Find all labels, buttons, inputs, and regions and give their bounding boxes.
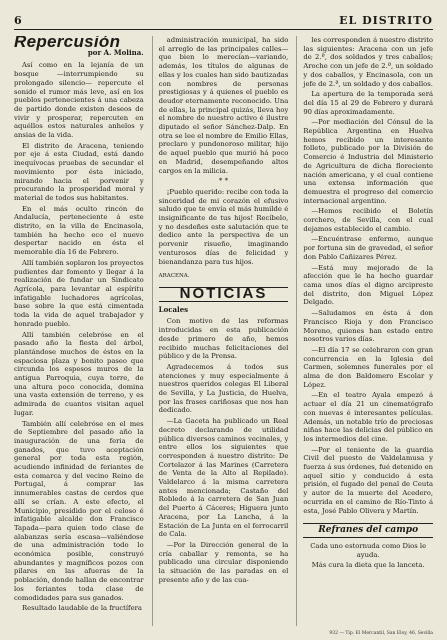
article-paragraph: También allí celebróse en el mes de Septiembre del pasado año la inauguración de una feria de ganados, que tuvo aceptación general por toda esta región, acudiendo infinidad de feriantes de esta comarca y del vecino Reino de Portugal, á comprar las innumerables castas de cerdos que allí se crían. A este efecto, el Municipio, presidido por el celoso é infatigable alcalde don Francisco Tapada—para quien todo clase de alabanzas sería escasa—valiéndose de una administración todo lo económica posible, construyó abundantes y magníficos pozos con pilares en las afueras de la población, donde hallan de encontrar los feriantes toda clase de comodidades para sus ganados. [14, 419, 144, 602]
printer-imprint: 932 — Tip. El Mercantil, San Eloy, 46, Sevilla [329, 631, 433, 636]
refran-item: Más cura la dieta que la lanceta. [311, 561, 425, 570]
notice-paragraph: —El día 17 se celebraron con gran concurrencia en la Iglesia del Carmen, solemnes funerales por el alma de don Baldomero Escolar y López. [303, 345, 434, 389]
column-2 [152, 36, 289, 626]
section-ornament: * * [218, 177, 229, 186]
notice-paragraph: —Encuéntrase enfermo, aunque por fortuna sin de gravedad, el señor don Pablo Cañizares Pérez. [303, 235, 434, 261]
article-paragraph: Así como en la lejanía de un bosque —interrumpiendo su prolongado silencio— repercute el sonido el rumor más leve, así en los pueblos pertenecientes á una cabeza de partido donde existen deseos de vivir y prosperar, repercuten en aquéllos estos naturales anhelos y ansias de la vida. [14, 61, 144, 140]
notice-paragraph: La apertura de la temporada será del día 15 al 29 de Febrero y durará 90 días aproximadamente. [303, 90, 434, 116]
notice-paragraph: les corresponden á nuestro distrito las siguientes: Aracena con un jefe de 2.ª, dos soldados y tres caballos; Aroche con un jefe de 2.ª, un soldado y dos caballos, y Encinasola, con un jefe de 2.ª, un soldado y dos caballos. [303, 36, 434, 88]
notice-paragraph: —La Gaceta ha publicado un Real decreto declarando de utilidad pública diversos caminos vecinales, y entre ellos los siguientes que corresponden á nuestro distrito: De Cortelazor á las Marines (Carretera de Venta de la Alto al Repilado). Valdelarco á la misma carretera antes mencionada; Castaño del Robledo á la carretera de San Juan del Puerto á Cáceres; Higuera junto Aracena, por La Lancha, á la Estación de La Junta en el ferrocarril de Cala. [158, 417, 289, 539]
refran-item: Cada uno estornuda como Dios le ayuda. [310, 541, 427, 559]
notices-heading: NOTICIAS [159, 287, 289, 302]
columns [14, 36, 433, 626]
notice-paragraph: —Por la Dirección general de la cría caballar y remonta, se ha publicado una circular disponiendo la situación de las paradas en el presente año y de las cua- [158, 540, 289, 584]
article-paragraph: administración municipal, ha sido el arreglo de las principales calles—que bien lo merecían—variando, además, los títulos de algunas de ellas y los cuales han sido bautizadas con nombres de personas prestigiosas y á quienes el pueblo es deudor eternamente reconocido. Una de ellas, la principal quizás, lleva hoy el nombre de nuestro activo é ilustre diputado el señor Sánchez-Dalp. En otra se lee el nombre de Emilio Ellas, preclaro y pundonoroso militar, hijo de aquel pueblo que murió há poco en Madrid, desempeñando altos cargos en la milicia. [158, 36, 289, 175]
locales-heading: Locales [158, 304, 189, 314]
notice-paragraph: —Hemos recibido el Boletín corchero, de Sevilla, con el cual dejamos establecido el cambio. [303, 207, 434, 233]
notice-paragraph: —Está muy mejorado de la afección que le ha hecho guardar cama unos días el digno arcipreste del distrito, don Miguel López Delgado. [303, 263, 434, 307]
notice-paragraph: —Por el teniente de la guardia Civil del puesto de Valdelamusa y fuerza á sus órdenes, fué detenido en aquel sitio y conducido á esta prisión, el fugado del penal de Ceuta y autor de la muerte del Acedero, ocurrida en el camino de Río-Tinto á esta, José Pablo Olivera y Martín. [303, 445, 434, 515]
page-header [14, 10, 433, 30]
article-paragraph: En el más oculto rincón de Andalucía, perteneciente á este distrito, en la villa de Encinasola, también ha hecho eco el nuevo despertar nacido en ésta el memorable día 16 de Febrero. [14, 204, 144, 257]
notice-paragraph: Agradecemos á todos sus atenciones y muy especialmente á nuestros queridos colegas El Liberal de Sevilla, y La Justicia, de Huelva, por las frases cariñosas que nos han dedicado. [158, 362, 289, 415]
column-3 [296, 36, 433, 626]
article-byline: por A. Molina. [87, 47, 144, 57]
article-paragraph: ¡Pueblo querido: recibe con toda la sinceridad de mi corazón el efusivo saludo que te envía el más humilde é insignificante de tus hijos! Recíbelo, y no desdeñes este salutación que te dedico ante la perspectiva de un porvenir risueño, imaginando venturosos días de felicidad y bienandanza para tus hijos. [158, 187, 289, 266]
article-paragraph: Allí también soplaron los proyectos pudientes dar fomento y llegar á la realización de fundar un Sindicato Agrícola, para levantar al espíritu infatigable luchadores agrícolas, base sobre la que está cimentada toda la vida de aquel trabajador y honrado pueblo. [14, 258, 144, 328]
notice-paragraph: —En el teatro Ayala empezó á actuar el día 21 un cinematógrafo con nuevas é interesantes películas. Además, un notable trío de preciosas niñas hace las delicias del público en los intermedios del cine. [303, 391, 434, 443]
notice-paragraph: —Saludamos en ésta á don Francisco Rioja y don Francisco Moreno, quienes han estado entre nosotros varios días. [303, 309, 434, 344]
article-paragraph: Resultado laudable de la fructífera [22, 604, 142, 613]
column-1 [14, 36, 144, 626]
publication-name: EL DISTRITO [339, 14, 433, 27]
article-paragraph: El distrito de Aracena, teniendo por eje á esta Ciudad, está dando inequívocas pruebas de secundar el movimiento por ésta iniciado, mirando hacia el porvenir y procurando la prosperidad moral y material de todos sus habitantes. [14, 141, 144, 202]
notice-paragraph: Con motivo de las reformas introducidas en esta publicación desde primero de año, hemos recibido muchas felicitaciones del público y de la Prensa. [158, 317, 289, 361]
notice-paragraph: —Por mediación del Cónsul de la República Argentina en Huelva hemos recibido un interesante folleto, publicado por la División de Comercio é Industria del Ministerio de Agricultura de dicha floreciente nación americana, y el cual contiene una extensa información que demuestra el progreso del comercio internacional argentino. [303, 118, 434, 205]
refranes-heading: Refranes del campo [303, 523, 433, 538]
article-signature: ARACENA. [158, 273, 190, 280]
article-paragraph: Allí también celebróse en el pasado año la fiesta del árbol, plantándose muchos de éstos en la espaciosa plaza y bonito paseo que circunda los espesos muros de la antigua Parroquia, cuya torre, de una altura poco conocida, domina una vasta extensión de terreno, y es admirada de cuantos visitan aquel lugar. [14, 330, 144, 417]
page-number: 6 [14, 14, 22, 27]
article-title: Repercusión [14, 36, 121, 51]
